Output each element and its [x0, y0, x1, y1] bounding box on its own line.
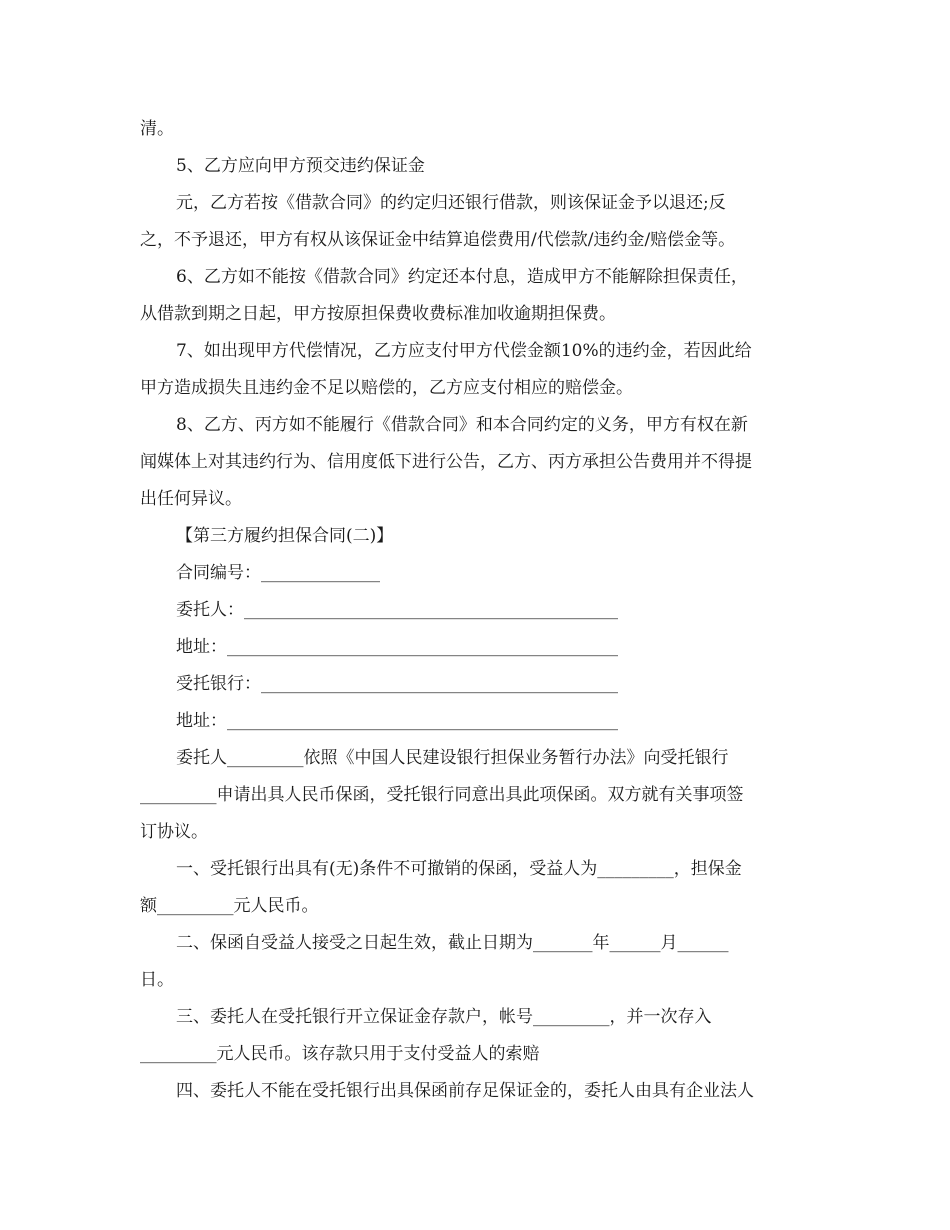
clause-6: 6、乙方如不能按《借款合同》约定还本付息，造成甲方不能解除担保责任，: [176, 267, 748, 287]
text-line: 元，乙方若按《借款合同》的约定归还银行借款，则该保证金予以退还;反: [176, 193, 726, 213]
text-line: 闻媒体上对其违约行为、信用度低下进行公告，乙方、丙方承担公告费用并不得提: [140, 452, 752, 472]
trustee-bank-field: 受托银行：__________________________________________: [176, 674, 618, 694]
text-line: 委托人_________依照《中国人民建设银行担保业务暂行办法》向受托银行: [176, 748, 729, 768]
clause-5-heading: 5、乙方应向甲方预交违约保证金: [176, 156, 425, 176]
clause-7: 7、如出现甲方代偿情况，乙方应支付甲方代偿金额10%的违约金，若因此给: [176, 341, 752, 361]
address-field: 地址：______________________________________________: [176, 711, 618, 731]
clause-8: 8、乙方、丙方如不能履行《借款合同》和本合同约定的义务，甲方有权在新: [176, 415, 748, 435]
section-title: 【第三方履约担保合同(二)】: [176, 526, 394, 546]
text-line: _________申请出具人民币保函，受托银行同意出具此项保函。双方就有关事项签: [140, 785, 744, 805]
text-line: 清。: [140, 119, 174, 139]
text-line: 从借款到期之日起，甲方按原担保费收费标准加收逾期担保费。: [140, 304, 616, 324]
text-line: 额_________元人民币。: [140, 896, 319, 916]
text-line: 出任何异议。: [140, 489, 242, 509]
article-2: 二、保函自受益人接受之日起生效，截止日期为_______年______月______: [176, 933, 729, 953]
article-1: 一、受托银行出具有(无)条件不可撤销的保函，受益人为_________，担保金: [176, 859, 742, 879]
text-line: _________元人民币。该存款只用于支付受益人的索赔: [140, 1044, 540, 1064]
text-line: 甲方造成损失且违约金不足以赔偿的，乙方应支付相应的赔偿金。: [140, 378, 633, 398]
article-3: 三、委托人在受托银行开立保证金存款户，帐号_________，并一次存入: [176, 1007, 712, 1027]
principal-field: 委托人：____________________________________________: [176, 600, 618, 620]
article-4: 四、委托人不能在受托银行出具保函前存足保证金的，委托人由具有企业法人: [176, 1081, 754, 1101]
contract-number-field: 合同编号：______________: [176, 563, 380, 583]
address-field: 地址：______________________________________________: [176, 637, 618, 657]
text-line: 日。: [140, 970, 174, 990]
text-line: 订协议。: [140, 822, 208, 842]
text-line: 之，不予退还，甲方有权从该保证金中结算追偿费用/代偿款/违约金/赔偿金等。: [140, 230, 736, 250]
